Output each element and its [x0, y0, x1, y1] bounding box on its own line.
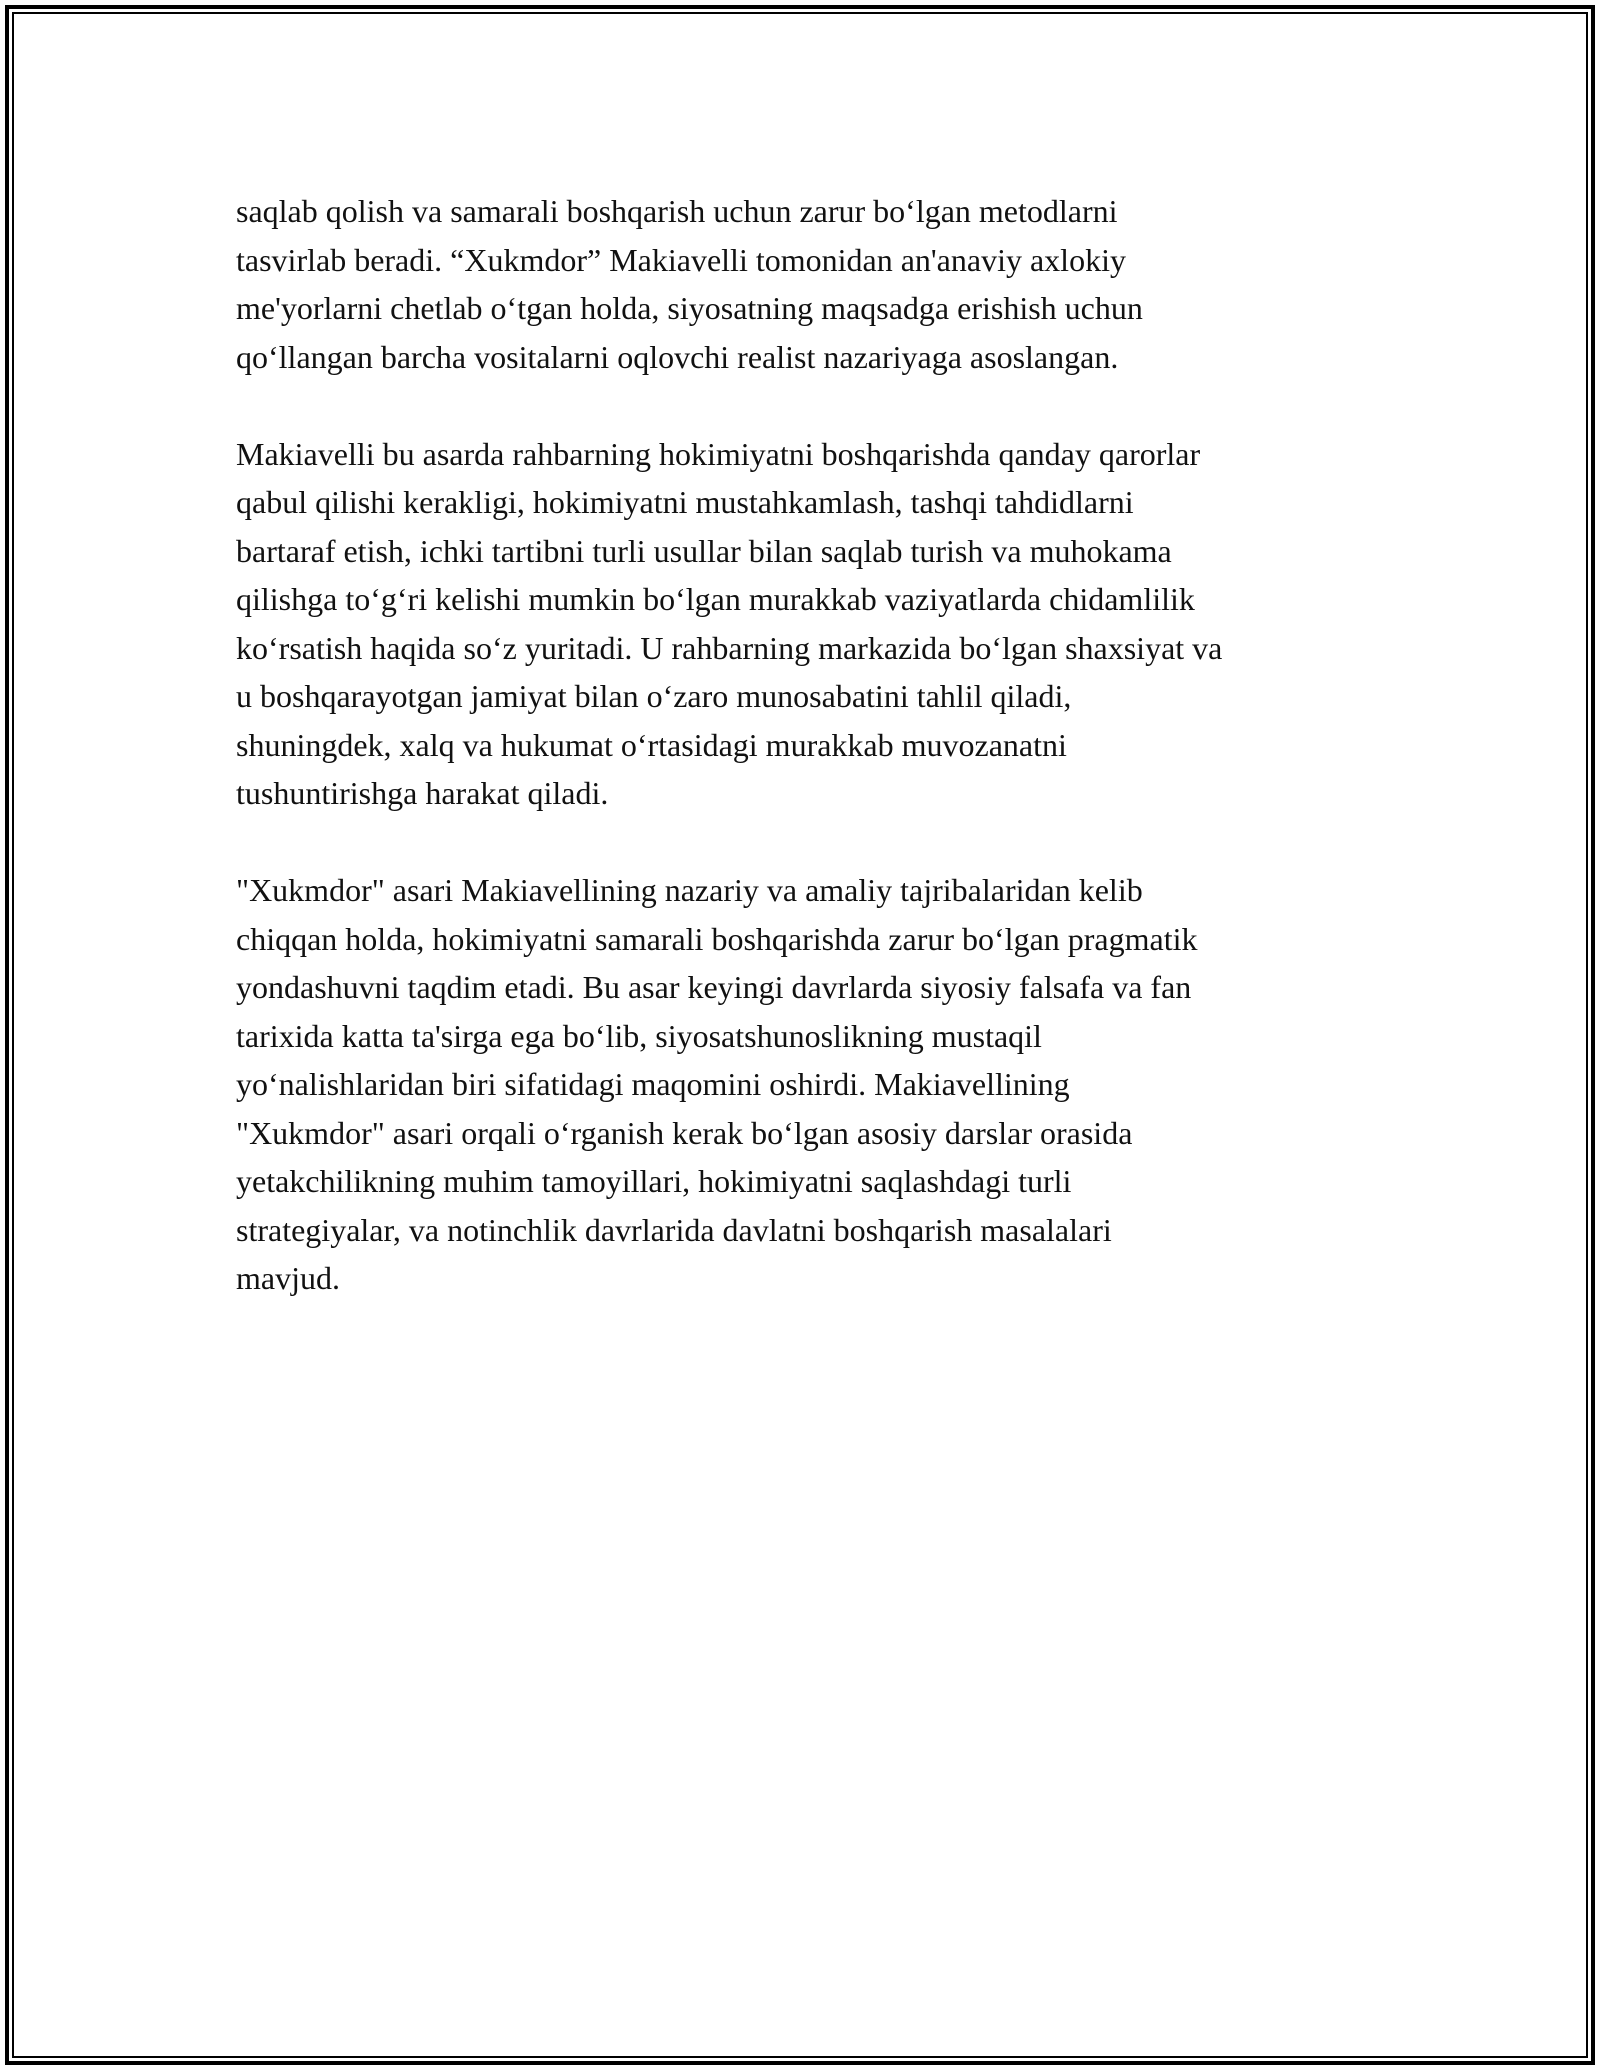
paragraph-3: "Xukmdor" asari Makiavellining nazariy va amaliy tajribalaridan kelib chiqqan holda, hokimiyatni samarali boshqarishda zarur bo‘lgan pragmatik yondashuvni taqdim etadi. Bu asar keyingi davrlarda siyosiy falsafa va fan tarixida katta ta'sirga ega bo‘lib, siyosatshunoslikning mustaqil yo‘nalishlaridan biri sifatidagi maqomini oshirdi. Makiavellining "Xukmdor" asari orqali o‘rganish kerak bo‘lgan asosiy darslar orasida yetakchilikning muhim tamoyillari, hokimiyatni saqlashdagi turli strategiyalar, va notinchlik davrlarida davlatni boshqarish masalalari mavjud. — [236, 872, 1198, 1296]
document-body — [236, 187, 1376, 1303]
paragraph-1: saqlab qolish va samarali boshqarish uchun zarur bo‘lgan metodlarni tasvirlab beradi. “Xukmdor” Makiavelli tomonidan an'anaviy axlokiy me'yorlarni chetlab o‘tgan holda, siyosatning maqsadga erishish uchun qo‘llangan barcha vositalarni oqlovchi realist nazariyaga asoslangan. — [236, 193, 1143, 375]
paragraph-2: Makiavelli bu asarda rahbarning hokimiyatni boshqarishda qanday qarorlar qabul qilishi kerakligi, hokimiyatni mustahkamlash, tashqi tahdidlarni bartaraf etish, ichki tartibni turli usullar bilan saqlab turish va muhokama qilishga to‘g‘ri kelishi mumkin bo‘lgan murakkab vaziyatlarda chidamlilik ko‘rsatish haqida so‘z yuritadi. U rahbarning markazida bo‘lgan shaxsiyat va u boshqarayotgan jamiyat bilan o‘zaro munosabatini tahlil qiladi, shuningdek, xalq va hukumat o‘rtasidagi murakkab muvozanatni tushuntirishga harakat qiladi. — [236, 435, 1223, 811]
